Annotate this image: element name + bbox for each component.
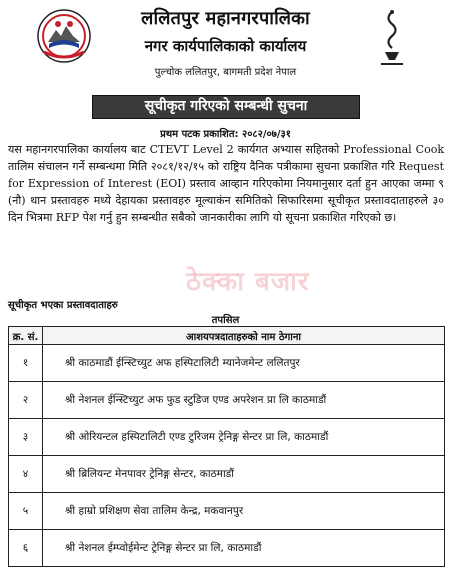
column-header-name: आशयपत्रदाताहरुको नाम ठेगाना (43, 327, 445, 345)
shortlist-heading: सूचीकृत भएका प्रस्तावदाताहरु (8, 300, 118, 311)
row-name: श्री ओरियन्टल हस्पिटालिटी एण्ड टुरिजम ट्रेनिङ्ग सेन्टर प्रा लि, काठमाडौं (43, 419, 445, 456)
letterhead (0, 0, 451, 88)
column-header-serial: क्र. सं. (9, 327, 43, 345)
municipality-name: ललितपुर महानगरपालिका (141, 8, 310, 29)
table-row (9, 493, 445, 530)
row-name: श्री नेशनल ईन्स्टिच्युट अफ फुड स्टुडिज एण्ड अपरेशन प्रा लि काठमाडौं (43, 382, 445, 419)
watermark: ठेक्का बजार (186, 267, 310, 297)
table-caption: तपसिल (211, 315, 240, 326)
shortlisted-proposers-table (8, 326, 445, 567)
table-row (9, 345, 445, 382)
municipality-logo-icon (375, 8, 409, 68)
table-row (9, 456, 445, 493)
publication-date: प्रथम पटक प्रकाशित: २०८२/०७/३१ (160, 129, 291, 140)
row-name: श्री काठमाडौं ईन्स्टिच्युट अफ हस्पिटालिटी म्यानेजमेन्ट ललितपुर (43, 345, 445, 382)
row-serial: ६ (9, 530, 43, 567)
row-serial: ५ (9, 493, 43, 530)
office-address: पुल्चोक ललितपुर, बागमती प्रदेश नेपाल (154, 67, 297, 78)
table-header-row (9, 327, 445, 345)
row-name: श्री हाम्रो प्रशिक्षण सेवा तालिम केन्द्र, मकवानपुर (43, 493, 445, 530)
office-name: नगर कार्यपालिकाको कार्यालय (144, 37, 307, 55)
row-name: श्री नेशनल ईम्प्वोईमेन्ट ट्रेनिङ्ग सेन्टर प्रा लि, काठमाडौं (43, 530, 445, 567)
row-serial: ३ (9, 419, 43, 456)
notice-body: यस महानगरपालिका कार्यालय बाट CTEVT Level 2 कार्यगत अभ्यास सहितको Professional Cook तालिम संचालन गर्ने सम्बन्धमा मिति २०८१/१२/१५ को राष्ट्रिय दैनिक पत्रीकामा सुचना प्रकाशित गरि Request for Expression of Interest (EOI) प्रस्ताव आव्हान गरिएकोमा नियमानुसार दर्ता हुन आएका जम्मा ९ (नौ) थान प्रस्तावहरु मध्ये देहायका प्रस्तावहरु मूल्याकंन समितिको सिफारिसमा सूचीकृत प्रस्तावदाताहरुले ३० दिन भित्रमा RFP पेश गर्नु हुन सम्बन्धीत सबैको जानकारीका लागि यो सूचना प्रकाशित गरिएको छ। (8, 143, 444, 225)
table-row (9, 530, 445, 567)
row-name: श्री ब्रिलियन्ट मेनपावर ट्रेनिङ्ग सेन्टर, काठमाडौं (43, 456, 445, 493)
notice-title-banner: सूचीकृत गरिएको सम्बन्धी सुचना (92, 95, 360, 119)
table-row (9, 382, 445, 419)
row-serial: १ (9, 345, 43, 382)
row-serial: २ (9, 382, 43, 419)
table-row (9, 419, 445, 456)
row-serial: ४ (9, 456, 43, 493)
